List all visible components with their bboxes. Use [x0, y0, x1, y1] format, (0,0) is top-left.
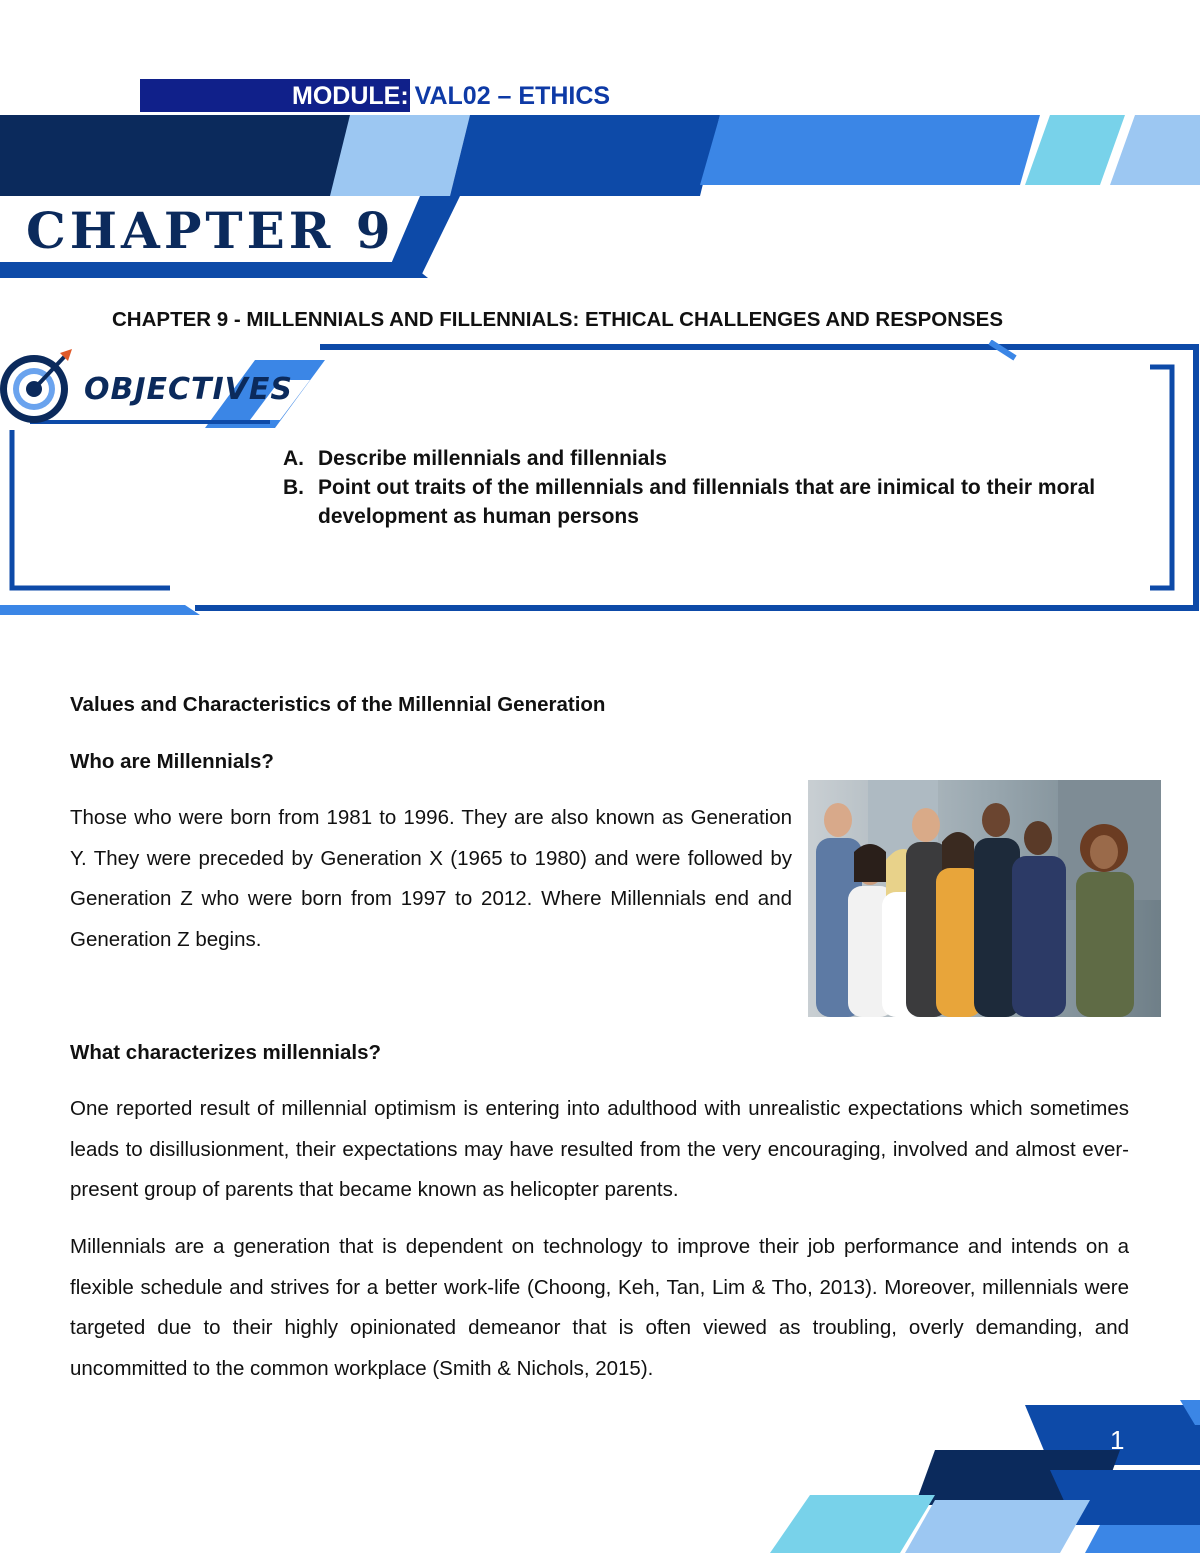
chapter-subtitle: CHAPTER 9 - MILLENNIALS AND FILLENNIALS: ETHICAL CHALLENGES AND RESPONSES: [112, 308, 1004, 331]
objective-letter: A.: [283, 447, 304, 470]
module-label: MODULE:: [292, 82, 409, 110]
objectives-list: [283, 444, 1153, 531]
paragraph-optimism: One reported result of millennial optimism is entering into adulthood with unrealistic expectations which sometimes leads to disillusionment, their expectations may have resulted from the very encouraging, involved and almost ever-present group of parents that became known as helicopter parents.: [70, 1097, 1129, 1201]
page-number: 1: [1110, 1425, 1125, 1455]
objective-text: Point out traits of the millennials and fillennials that are inimical to their moral development as human persons: [318, 476, 1096, 528]
question-who-are-millennials: Who are Millennials?: [70, 750, 274, 773]
module-heading: [292, 80, 610, 112]
target-icon: [0, 347, 80, 427]
question-what-characterizes: What characterizes millennials?: [70, 1041, 382, 1064]
objective-text: Describe millennials and fillennials: [318, 447, 667, 470]
module-value: VAL02 – ETHICS: [414, 82, 611, 110]
objectives-label: OBJECTIVES: [84, 372, 293, 407]
objective-item: [283, 473, 1153, 531]
objective-letter: B.: [283, 476, 304, 499]
footer-graphic: [0, 1395, 1200, 1553]
section-title: Values and Characteristics of the Millennial Generation: [70, 693, 606, 716]
paragraph-who-are-millennials: Those who were born from 1981 to 1996. They are also known as Generation Y. They were preceded by Generation X (1965 to 1980) and were followed by Generation Z who were born from 1997 to 2012. Where Millennials end and Generation Z begins.: [70, 806, 792, 951]
paragraph-technology: Millennials are a generation that is dependent on technology to improve their job performance and intends on a flexible schedule and strives for a better work-life (Choong, Keh, Tan, Lim & Tho, 2013). Moreover, millennials were targeted due to their highly opinionated demeanor that is often viewed as troubling, overly demanding, and uncommitted to the common workplace (Smith & Nichols, 2015).: [70, 1235, 1129, 1380]
objective-item: [283, 444, 1153, 473]
chapter-title: CHAPTER 9: [26, 201, 395, 260]
group-photo-icon: [808, 780, 1161, 1017]
